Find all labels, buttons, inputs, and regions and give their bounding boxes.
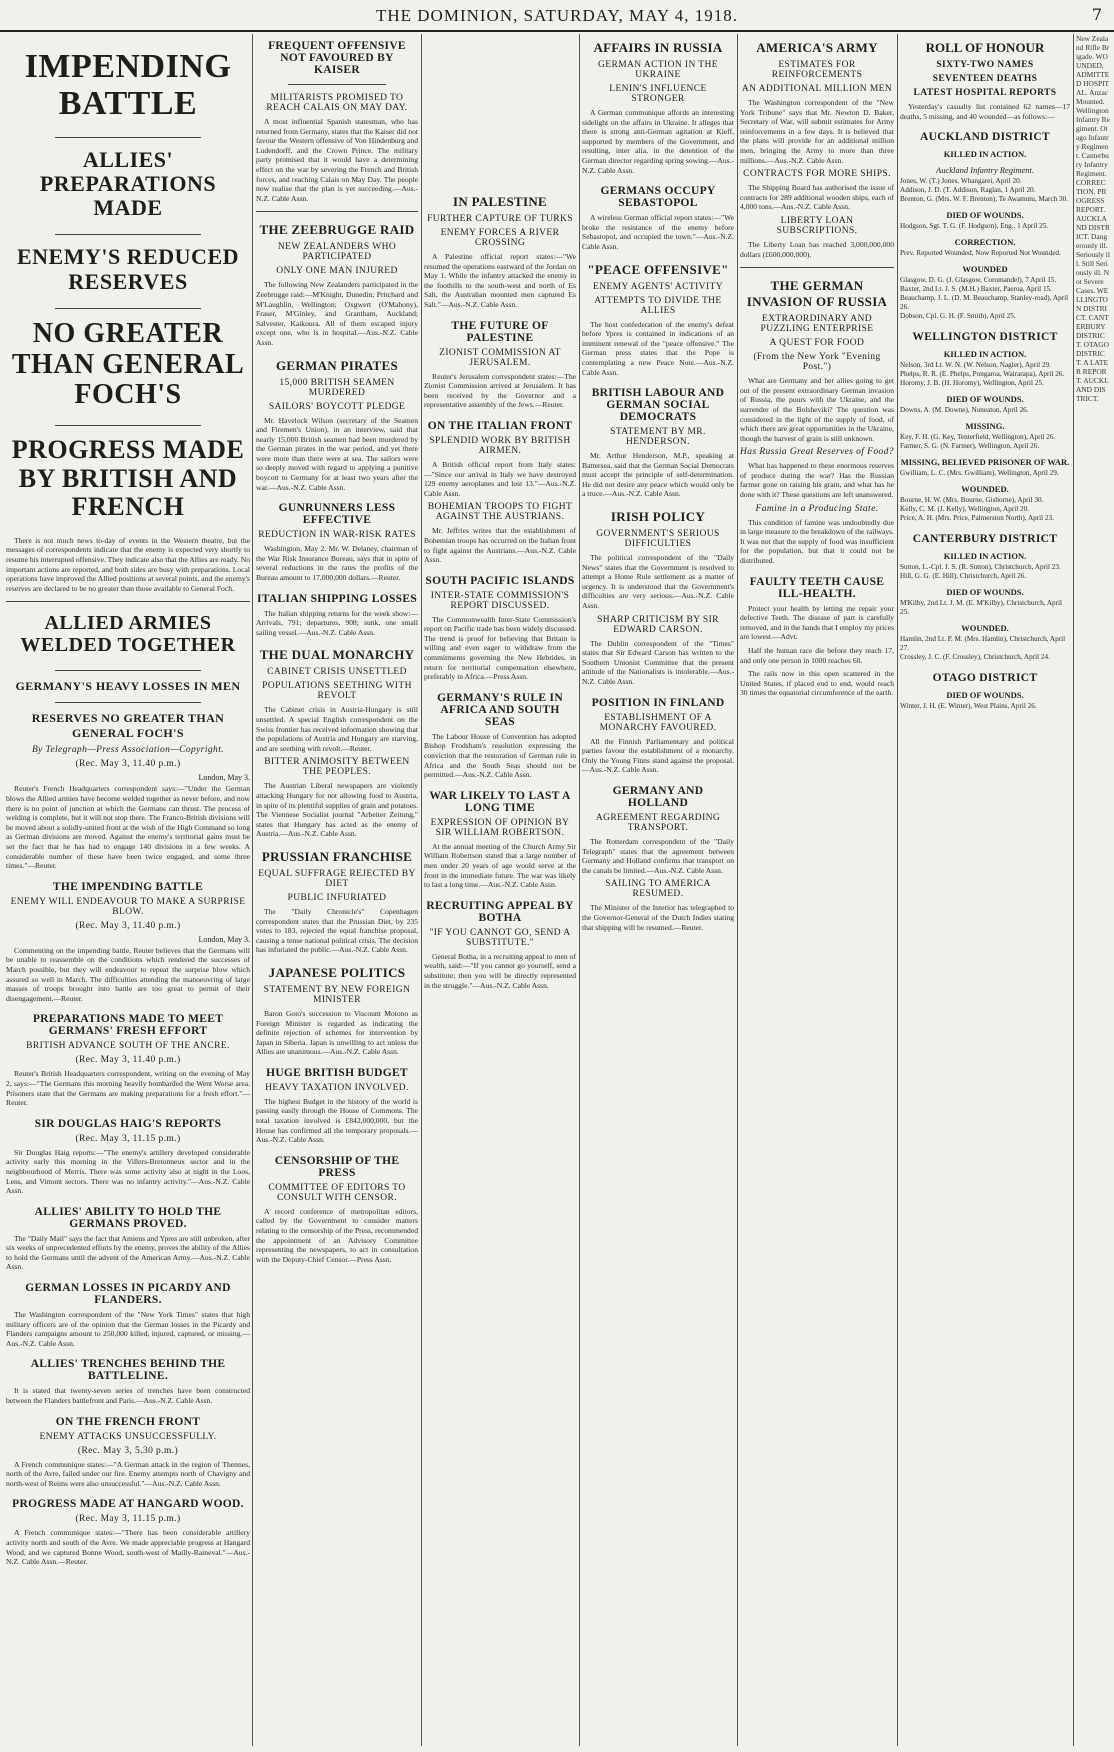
casualty-entry: Key, F. H. (G. Key, Tenterfield, Wellington), April 26. [900, 433, 1056, 442]
casualty-entry: Bourne, H. W. (Mrs. Bourne, Gisborne), April 30. [900, 496, 1044, 505]
article-body: The "Daily Chronicle's" Copenhagen correspondent states that the Prussian Diet, by 235 votes to 183, rejected the equal franchise proposal, causing a tense national political crisis. The decision has infuriated the public.—Aus.-N.Z. Cable Assn. [256, 906, 418, 955]
section-subheading: INTER-STATE COMMISSION'S REPORT DISCUSSED. [430, 590, 570, 611]
intro-text: There is not much news to-day of events in the Western theatre, but the messages of correspondents indicate that the enemy is expected very shortly to resume his interrupted offensive. They indicate also that the Allies are ready. No important actions are reported, and both sides are busy with preparations. Local operations have improved the Allied positions at several points, and the enemy's reserves are declared to be no greater than those available to General Foch. [6, 535, 250, 593]
article-body: Mr. Arthur Henderson, M.P., speaking at Battersea, said that the German Social Democrats must accept the principle of self-determination. He did not desire any peace which would only be a truce.—Aus.-N.Z. Cable Assn. [582, 451, 734, 499]
article-body: The following New Zealanders participated in the Zeebrugge raid:—M'Knight, Dunedin; Pritchard and M'Laughlin, Wellington; Oxgwert (O'Mahony), Fraser, M'Ginley, and Grantham, Auckland; Salvester, Kaikoura. All of them escaped injury except one, who is in hospital.—Aus.-N.Z. Cable Assn. [256, 280, 418, 347]
received-time: (Rec. May 3, 11.40 p.m.) [75, 759, 181, 770]
section-subheading: ESTABLISHMENT OF A MONARCHY FAVOURED. [599, 712, 717, 733]
section-subheading: BOHEMIAN TROOPS TO FIGHT AGAINST THE AUSTRIANS. [427, 502, 573, 523]
received-time: (Rec. May 3, 11.15 p.m.) [75, 1133, 181, 1144]
casualty-entry: Farmer, S. G. (N. Farmer), Wellington, April 26. [900, 442, 1040, 451]
section-heading: HUGE BRITISH BUDGET [266, 1066, 408, 1079]
casualty-entry: Gwilliam, L. C. (Mrs. Gwilliam), Wellington, April 29. [900, 469, 1059, 478]
section-heading: JAPANESE POLITICS [268, 964, 406, 980]
column-5 [740, 34, 894, 1746]
casualty-entry: M'Kilby, 2nd Lt. J. M. (E. M'Kilby), Christchurch, April 25. [900, 599, 1063, 617]
dateline: London, May 3. [198, 934, 250, 944]
section-subheading: LENIN'S INFLUENCE STRONGER [609, 84, 707, 104]
casualty-entry: Glasgow, D. G. (J. Glasgow, Coromandel), 7 April 15. [900, 276, 1057, 285]
column-3 [424, 34, 576, 1746]
article-body: A most influential Spanish statesman, who has returned from Germany, states that the Kaiser did not favour the Western offensive of Von Hindenburg and Ludendorff, and the Crown Prince. The military party promised that it would have a determining effect on the war by severing the French and British forces, and reaching Calais on May Day. The people now realise that the plan is yet succeeding.—Aus.-N.Z. Cable Assn. [256, 117, 418, 203]
article-body: The Washington correspondent of the "New York Tribune" says that Mr. Newton D. Baker, Secretary of War, will submit estimates for Army reinforcements in a few days. It is believed that the plans will provide for an additional million men, bringing the Army to more than three millions.—Aus.-N.Z. Cable Assn. [740, 98, 894, 165]
section-heading: SOUTH PACIFIC ISLANDS [425, 574, 575, 587]
article-body: Washington, May 2. Mr. W. Delaney, chairman of the War Risk Insurance Bureau, says that in spite of several reductions in the rates the profits of the Bureau amount to 17,000,000 dollars.—Reuter. [256, 544, 418, 583]
casualty-entry: Kelly, C. M. (J. Kelly), Wellington, April 20. [900, 505, 1029, 514]
section-subheading: Famine in a Producing State. [755, 503, 879, 514]
column-rule [421, 34, 422, 1746]
section-heading: ALLIES' ABILITY TO HOLD THE GERMANS PROVED. [34, 1205, 222, 1230]
section-subheading: POPULATIONS SEETHING WITH REVOLT [262, 681, 412, 702]
district-heading: OTAGO DISTRICT [932, 672, 1038, 685]
section-heading: IN PALESTINE [452, 194, 548, 209]
advertisement-heading: FAULTY TEETH CAUSE ILL-HEALTH. [749, 575, 885, 600]
masthead [0, 0, 1114, 32]
section-subheading: ENEMY FORCES A RIVER CROSSING [440, 228, 560, 248]
district-heading: CANTERBURY DISTRICT [912, 533, 1058, 546]
article-body: Sir Douglas Haig reports:—"The enemy's artillery developed considerable activity early this morning in the Villers-Bretonneux sector and in the neighbourhood of Merris. There was some activity also at night in the Loos, Lens, and Vimont sectors. There was no infantry activity."—Aus.-N.Z. Cable Assn. [6, 1147, 250, 1196]
filler-note: The rails now in this open scattered in the United States, if placed end to end, would reach 30 times the equatorial circumference of the earth. [740, 669, 894, 698]
casualty-entry: Price, A. H. (Mrs. Price, Palmerston North), April 23. [900, 514, 1054, 523]
casualty-entry: Hodgson, Sgt. T. G. (F. Hodgson), Eng., 1 April 25. [900, 222, 1049, 231]
category-heading: WOUNDED. [961, 484, 1009, 495]
column-7-cut-off [1076, 34, 1110, 1746]
received-time: (Rec. May 3, 11.15 p.m.) [75, 1514, 181, 1525]
section-subheading: COMMITTEE OF EDITORS TO CONSULT WITH CENSOR. [268, 1182, 406, 1203]
section-heading: POSITION IN FINLAND [591, 696, 725, 709]
section-subheading: ENEMY ATTACKS UNSUCCESSFULLY. [39, 1431, 217, 1442]
article-body: What are Germany and her allies going to get out of the present extraordinary German invasion of Russia, the pours with the Ukraine, and the surrender of the Bolsheviki? The question was considered in the light of the supply of food, of which there are great opportunities in the Ukraine, though the harvest of grain is still unknown. [740, 376, 894, 443]
column-4 [582, 34, 734, 1746]
section-heading: THE GERMAN INVASION OF RUSSIA [746, 278, 888, 310]
section-subheading: CABINET CRISIS UNSETTLED [267, 667, 407, 678]
headline-2: ALLIES' PREPARATIONS MADE [39, 146, 217, 221]
section-heading: PRUSSIAN FRANCHISE [261, 848, 413, 864]
section-subheading: NEW ZEALANDERS WHO PARTICIPATED [277, 242, 397, 263]
section-subheading: ESTIMATES FOR REINFORCEMENTS [771, 60, 863, 80]
section-heading: ALLIES' TRENCHES BEHIND THE BATTLELINE. [30, 1358, 226, 1383]
section-subheading: ONLY ONE MAN INJURED [276, 266, 398, 277]
section-heading: GERMANY'S RULE IN AFRICA AND SOUTH SEAS [437, 691, 563, 728]
category-heading: DIED OF WOUNDS. [946, 690, 1024, 701]
casualty-entry: Addison, J. D. (T. Addison, Raglan, 1 April 20. [900, 186, 1036, 195]
article-body: The Commonwealth Inter-State Commission's report on Pacific trade has been widely discussed. The trend is proof for believing that Britain is willing and even eager to withdraw from the commitments governing the New Hebrides, in return for territorial compensation elsewhere, preferably in Africa.—Press Assn. [424, 614, 576, 682]
filler-note: Half the human race die before they reach 17, and only one person in 1000 reaches 60. [740, 646, 894, 665]
column-rule [579, 34, 580, 1746]
dateline: London, May 3. [198, 773, 250, 783]
casualty-entry: Beauchamp, J. L. (D. M. Beauchamp, Stanley-road), April 26. [900, 294, 1069, 312]
section-heading: THE DUAL MONARCHY [259, 647, 415, 663]
column-rule [737, 34, 738, 1746]
article-body: What has happened to these enormous reserves of produce during the war? Has the Russian farmer gone on raising his grain, and what has he done with it? These questions are left unanswered. [740, 461, 894, 500]
article-body: A wireless German official report states:—"We broke the resistance of the enemy before Sebastopol, and occupied the town."—Aus.-N.Z. Cable Assn. [582, 213, 734, 251]
section-subheading: SHARP CRITICISM BY SIR EDWARD CARSON. [597, 614, 719, 635]
category-heading: DIED OF WOUNDS. [946, 394, 1024, 405]
category-heading: WOUNDED. [961, 623, 1009, 634]
casualty-entry: Horomy, J. B. (H. Horomy), Wellington, April 25. [900, 379, 1044, 388]
section-heading: PREPARATIONS MADE TO MEET GERMANS' FRESH EFFORT [32, 1013, 224, 1038]
section-heading: CENSORSHIP OF THE PRESS [274, 1154, 400, 1179]
section-subheading: Has Russia Great Reserves of Food? [740, 447, 894, 458]
article-body: The Shipping Board has authorised the issue of contracts for 289 additional wooden ships, each of 4,000 tons.—Aus.-N.Z. Cable Assn. [740, 183, 894, 212]
cut-off-text: New Zealand Rifle Brigade. WOUNDED, ADMITTED HOSPITAL. Anzac Mounted. Wellington Infantry Regiment. Otago Infantry Regiment. Canterbury Infantry Regiment. CORRECTION. PROGRESS REPORT. AUCKLAND DISTRICT. Dangerously ill. Seriously ill. Still Seriously ill. Not Severe Cases. WELLINGTON DISTRICT. CANTERBURY DISTRICT. OTAGO DISTRICT. A LATER REPORT. AUCKLAND DISTRICT. [1076, 34, 1110, 403]
article-body: A record conference of metropolitan editors, called by the Government to consider matters relating to the censorship of the Press, recommended the appointment of an Advisory Committee representing the newspapers, to act in consultation with the Deputy-Chief Censor.—Press Assn. [256, 1206, 418, 1264]
article-body: Reuter's French Headquarters correspondent says:—"Under the German blows the Allied armies have become welded together as never before, and now there is no point of junction at which the Germans can thrust. The process of welding is complete, but it will not stop there. The Franco-British divisions will be moved about a solidly-united front at the wish of the High Command so long as German divisions are moved. Against the enemy's territorial gains must be set the fact that he has had to engage 140 divisions in a few weeks. A considerable number of these have been twice engaged, and some three times."—Reuter. [6, 784, 250, 871]
section-heading: ON THE FRENCH FRONT [55, 1415, 201, 1428]
article-body: The political correspondent of the "Daily News" states that the Government is resolved to attempt a Home Rule settlement as a matter of urgency. It is understood that the Government's difficulties are very serious.—Aus.-N.Z. Cable Assn. [582, 553, 734, 611]
category-heading: KILLED IN ACTION. [943, 551, 1027, 562]
section-heading: AMERICA'S ARMY [756, 40, 878, 55]
section-subheading: LIBERTY LOAN SUBSCRIPTIONS. [776, 215, 858, 236]
article-body: All the Finnish Parliamentary and political parties favour the establishment of a monarchy. Only the Young Finns stand against the proposal.—Aus.-N.Z. Cable Assn. [582, 736, 734, 775]
article-body: The Cabinet crisis in Austria-Hungary is still unsettled. A special English correspondent on the Swiss frontier has received information showing that the populations of Austria and Hungary are starving, and are seething with revolt.—Reuter. [256, 705, 418, 753]
section-heading: GUNRUNNERS LESS EFFECTIVE [278, 502, 396, 527]
roll-subheading: SIXTY-TWO NAMES [936, 60, 1034, 70]
article-body: Mr. Havelock Wilson (secretary of the Seamen and Firemen's Union), in an interview, said that nearly 15,000 British seamen had been murdered by the German pirates in the war period, and yet there were more than there were at sea. The sailors were so deeply moved with regard to applying a punitive boycott to Germany for at least two years after the war.—Aus.-N.Z. Cable Assn. [256, 415, 418, 492]
district-heading: AUCKLAND DISTRICT [919, 131, 1051, 144]
received-time: (Rec. May 3, 11.40 p.m.) [75, 920, 181, 931]
received-time: (Rec. May 3, 11.40 p.m.) [75, 1055, 181, 1066]
column-6-roll-of-honour [900, 34, 1070, 1746]
section-subheading: ENEMY WILL ENDEAVOUR TO MAKE A SURPRISE BLOW. [10, 896, 246, 917]
byline: By Telegraph—Press Association—Copyright. [31, 745, 225, 756]
section-heading: IRISH POLICY [610, 509, 706, 525]
column-2 [256, 34, 418, 1746]
section-subheading: EXTRAORDINARY AND PUZZLING ENTERPRISE [760, 314, 874, 335]
section-heading: GERMAN LOSSES IN PICARDY AND FLANDERS. [25, 1282, 231, 1307]
article-body: A British official report from Italy states:—"Since our arrival in Italy we have destroyed 129 enemy aeroplanes and lost 13."—Aus.-N.Z. Cable Assn. [424, 459, 576, 498]
section-subheading: EXPRESSION OF OPINION BY SIR WILLIAM ROBERTSON. [430, 817, 570, 838]
category-heading: KILLED IN ACTION. [943, 149, 1027, 160]
category-heading: MISSING, BELIEVED PRISONER OF WAR. [900, 457, 1070, 468]
section-subheading: PUBLIC INFURIATED [287, 892, 387, 903]
headline-3: ENEMY'S REDUCED RESERVES [16, 244, 240, 294]
section-heading: SIR DOUGLAS HAIG'S REPORTS [34, 1117, 222, 1130]
section-subheading: CONTRACTS FOR MORE SHIPS. [743, 169, 891, 180]
column-rule [1073, 34, 1074, 1746]
headline-5: PROGRESS MADE BY BRITISH AND FRENCH [11, 435, 245, 522]
casualty-entry: Brenton, G. (Mrs. W. F. Brenton), Te Awamutu, March 30. [900, 195, 1069, 204]
section-subheading: STATEMENT BY MR. HENDERSON. [610, 427, 706, 448]
article-body: A Palestine official report states:—"We resumed the operations eastward of the Jordan on May 1. While the infantry attacked the enemy in the foothills to the south-west and north of Es Salt, the Australian mounted men captured Es Salt."—Aus.-N.Z. Cable Assn. [424, 252, 576, 309]
section-subheadline: RESERVES NO GREATER THAN GENERAL FOCH'S [31, 711, 225, 741]
casualty-entry: Jones, W. (T.) Jones, Whangarei, April 20. [900, 177, 1022, 186]
casualty-entry: Downs, A. (M. Downe), Nuneaton, April 26. [900, 406, 1029, 415]
article-body: Reuter's British Headquarters correspondent, writing on the evening of May 2, says:—"The Germans this morning heavily bombarded the Went Worse area. Prisoners state that the Germans are making preparations for a fresh effort."—Reuter. [6, 1069, 250, 1108]
section-heading: PROGRESS MADE AT HANGARD WOOD. [12, 1498, 244, 1511]
section-subheading: A QUEST FOR FOOD [769, 338, 865, 349]
section-heading: FREQUENT OFFENSIVE NOT FAVOURED BY KAISER [268, 40, 406, 76]
article-body: The highest Budget in the history of the world is passing easily through the House of Commons. The total taxation involved is £842,000,000, but the House has confirmed all the temporary proposals.—Aus.-N.Z. Cable Assn. [256, 1096, 418, 1145]
article-body: Reuter's Jerusalem correspondent states:—The Zionist Commission arrived at Jerusalem. It has been received by the Governor and a representative assembly of the Jews.—Reuter. [424, 371, 576, 410]
roll-of-honour-heading: ROLL OF HONOUR [925, 40, 1045, 55]
section-subheading: ZIONIST COMMISSION AT JERUSALEM. [439, 347, 561, 368]
section-heading: WAR LIKELY TO LAST A LONG TIME [429, 789, 571, 814]
page-number: 7 [1091, 5, 1102, 24]
category-heading: DIED OF WOUNDS. [946, 210, 1024, 221]
article-body: A French communique states:—"A German attack in the region of Thennes, north of the Avre, failed under our fire. Enemy attempts north of Chavigny and north-west of Reims were also unsuccessful."—Aus.-N.Z. Cable Assn. [6, 1459, 250, 1488]
section-subheading: MILITARISTS PROMISED TO REACH CALAIS ON MAY DAY. [266, 93, 408, 113]
article-body: A French communique states:—"There has been considerable artillery activity north and south of the Avre. We made appreciable progress at Hangard Wood, and we captured Bonne Wood, south-west of Mailly-Raineval."—Aus.-N.Z. Cable Assn.—Reuter. [6, 1528, 250, 1567]
article-body: The Austrian Liberal newspapers are violently attacking Hungary for not allowing food to Austria, in spite of its plentiful supplies of grain and potatoes. The Viennese Socialist journal "Arbeiter Zeitung," states that Hungary has acted as the enemy of Austria.—Aus.-N.Z. Cable Assn. [256, 781, 418, 839]
article-body: At the annual meeting of the Church Army Sir William Robertson stated that a large number of men under 20 years of age would serve at the front in the immediate future. The war was likely to last a long time.—Aus.-N.Z. Cable Assn. [424, 841, 576, 890]
section-heading: GERMANS OCCUPY SEBASTOPOL [600, 185, 716, 210]
casualty-entry: Sutton, L.-Cpl. J. S. (R. Sutton), Christchurch, April 23. [900, 563, 1061, 572]
section-subheading: STATEMENT BY NEW FOREIGN MINISTER [263, 984, 411, 1005]
section-subheading: ATTEMPTS TO DIVIDE THE ALLIES [594, 295, 722, 316]
section-subheading: SPLENDID WORK BY BRITISH AIRMEN. [429, 435, 571, 456]
section-subheading: AGREEMENT REGARDING TRANSPORT. [595, 812, 721, 833]
column-1 [6, 34, 250, 1746]
section-subheading: ENEMY AGENTS' ACTIVITY [593, 281, 723, 292]
article-body: A German communique affords an interesting sidelight on the affairs in Ukraine. It alleges that there is strong anti-German agitation at Kieff, supported by members of the Government, and resulting, inter alia, in the detention of the German director regarding spring sowing.—Aus.-N.Z. Cable Assn. [582, 108, 734, 175]
section-subheading: HEAVY TAXATION INVOLVED. [265, 1082, 409, 1093]
article-body: The Washington correspondent of the "New York Times" states that high military officers are of the opinion that the German losses in the Picardy and Flanders campaigns amount to 250,000 killed, injured, captured, or missing.—Aus.-N.Z. Cable Assn. [6, 1310, 250, 1348]
category-heading: KILLED IN ACTION. [943, 349, 1027, 360]
newspaper-title: THE DOMINION, SATURDAY, MAY 4, 1918. [375, 6, 739, 25]
section-subheading: SAILORS' BOYCOTT PLEDGE [268, 401, 406, 412]
section-heading: GERMANY AND HOLLAND [612, 784, 704, 809]
section-heading: BRITISH LABOUR AND GERMAN SOCIAL DEMOCRATS [591, 387, 725, 424]
roll-subheading: LATEST HOSPITAL REPORTS [913, 88, 1057, 98]
section-heading: RECRUITING APPEAL BY BOTHA [426, 899, 574, 924]
unit-heading: Auckland Infantry Regiment. [936, 165, 1034, 176]
section-subheading: 15,000 BRITISH SEAMEN MURDERED [279, 377, 395, 398]
section-subheading: GOVERNMENT'S SERIOUS DIFFICULTIES [596, 529, 720, 550]
article-body: The host confederation of the enemy's defeat before Ypres is contained in indications of an imminent renewal of the "peace offensive." The German press states that the Pope is contemplating a new Peace Note.—Aus.-N.Z. Cable Assn. [582, 319, 734, 377]
article-body: Commenting on the impending battle, Reuter believes that the Germans will be unable to reassemble on the conditions which rendered the successes of March possible, but they will endeavour to repeat the surprise blow which assured so well in March. The difficulties attending the manoeuvring of large masses of troops brought into battle are too great to permit of their disengagement.—Reuter. [6, 945, 250, 1003]
section-subheadline: GERMANY'S HEAVY LOSSES IN MEN [15, 679, 241, 694]
section-subheading: BITTER ANIMOSITY BETWEEN THE PEOPLES. [264, 757, 410, 778]
roll-subheading: SEVENTEEN DEATHS [932, 74, 1038, 84]
section-subheading: FURTHER CAPTURE OF TURKS [427, 214, 573, 224]
headline-4: NO GREATER THAN GENERAL FOCH'S [11, 317, 245, 411]
section-subheading: SAILING TO AMERICA RESUMED. [605, 879, 711, 900]
section-subheading: BRITISH ADVANCE SOUTH OF THE ANCRE. [26, 1041, 230, 1052]
article-body: Mr. Jeffries writes that the establishment of Bohemian troops has occurred on the Italian front to fight against the Austrians.—Aus.-N.Z. Cable Assn. [424, 526, 576, 565]
section-subheading: GERMAN ACTION IN THE UKRAINE [598, 60, 718, 80]
section-subheading: REDUCTION IN WAR-RISK RATES [258, 530, 416, 541]
section-heading: ITALIAN SHIPPING LOSSES [256, 592, 418, 605]
article-body: General Botha, in a recruiting appeal to men of wealth, said:—"If you cannot go yourself, send a substitute; then you will be directly represented in the struggle."—Aus.-N.Z. Cable Assn. [424, 951, 576, 990]
column-rule [897, 34, 898, 1746]
article-body: The "Daily Mail" says the fact that Amiens and Ypres are still unbroken, after six weeks of unprecedented efforts by the enemy, proves the ability of the Allies to hold the Germans until the advent of the American Army.—Aus.-N.Z. Cable Assn. [6, 1233, 250, 1272]
casualty-entry: Crossley, J. C. (F. Crossley), Christchurch, April 24. [900, 653, 1050, 662]
casualty-entry: Hill, G. G. (E. Hill), Christchurch, April 26. [900, 572, 1027, 581]
article-body: It is stated that twenty-seven series of trenches have been constructed between the Flanders battlefront and Paris.—Aus.-N.Z. Cable Assn. [6, 1386, 250, 1406]
section-heading: ON THE ITALIAN FRONT [427, 419, 573, 432]
article-body: This condition of famine was undoubtedly due in large measure to the breakdown of the railways. It was not that the supply of food was insufficient for the population, but that it could not be distributed. [740, 517, 894, 566]
advertisement-body: Protect your health by letting me repair your defective Teeth. The disease of part is carefully removed, and in the hands that I employ my prices are lowest.—Advt. [740, 603, 894, 642]
category-heading: WOUNDED [962, 264, 1008, 275]
received-time: (Rec. May 3, 5.30 p.m.) [77, 1445, 179, 1456]
category-heading: DIED OF WOUNDS. [946, 587, 1024, 598]
casualty-entry: Baxter, 2nd Lt. J. S. (M.H.) Baxter, Paeroa, April 15. [900, 285, 1052, 294]
casualty-entry: Phelps, R. R. (E. Phelps, Pongaroa, Wairarapa), April 26. [900, 370, 1065, 379]
article-body: Baron Goto's succession to Viscount Motono as Foreign Minister is regarded as indicating the definite rejection of schemes for intervention by Japan in Siberia. Japan is unwilling to act unless the Allies are unanimous.—Aus.-N.Z. Cable Assn. [256, 1008, 418, 1057]
source-note: (From the New York "Evening Post.") [753, 352, 881, 373]
section-headline: ALLIED ARMIES WELDED TOGETHER [20, 612, 236, 657]
casualty-entry: Hamlin, 2nd Lt. P. M. (Mrs. Hamlin), Christchurch, April 27. [900, 635, 1066, 653]
article-body: The Minister of the Interior has telegraphed to the Governor-General of the Dutch Indies stating that shipping will be resumed.—Reuter. [582, 903, 734, 932]
category-heading: CORRECTION. [954, 237, 1016, 248]
casualty-entry: Winter, J. H. (E. Winter), West Plains, April 26. [900, 702, 1037, 711]
column-rule [252, 34, 253, 1746]
category-heading: MISSING. [965, 421, 1005, 432]
section-heading: THE IMPENDING BATTLE [52, 880, 204, 893]
article-body: The Dublin correspondent of the "Times" states that Sir Edward Carson has written to the Southern Unionist Committee that the present attitude of the Nationalists is intolerable.—Aus.-N.Z. Cable Assn. [582, 638, 734, 686]
article-body: The Italian shipping returns for the week show:—Arrivals, 791; departures, 908; sunk, one small sailing vessel.—Aus.-N.Z. Cable Assn. [256, 608, 418, 637]
section-heading: GERMAN PIRATES [275, 357, 399, 373]
section-heading: AFFAIRS IN RUSSIA [593, 40, 723, 55]
section-heading: THE FUTURE OF PALESTINE [451, 319, 549, 344]
headline-main: IMPENDING BATTLE [24, 48, 232, 123]
roll-intro: Yesterday's casualty list contained 62 names—17 deaths, 5 missing, and 40 wounded—as follows:— [900, 102, 1070, 121]
section-subheading: EQUAL SUFFRAGE REJECTED BY DIET [258, 868, 416, 889]
casualty-entry: Dobson, Cpl. G. H. (F. Smith), April 25. [900, 312, 1016, 321]
section-heading: "PEACE OFFENSIVE" [587, 261, 729, 277]
district-heading: WELLINGTON DISTRICT [912, 331, 1058, 344]
article-body: The Rotterdam correspondent of the "Daily Telegraph" states that the agreement between Germany and Holland confirms that transport on the canals be limited.—Aus.-N.Z. Cable Assn. [582, 836, 734, 875]
casualty-entry: Prev. Reported Wounded, Now Reported Not Wounded. [900, 249, 1061, 258]
casualty-entry: Nelson, 3rd Lt. W. N. (W. Nelson, Nagler), April 29. [900, 361, 1051, 370]
article-body: The Liberty Loan has reached 3,000,000,000 dollars (£600,000,000). [740, 239, 894, 259]
article-body: The Labour House of Convention has adopted Bishop Frodsham's resolution expressing the conviction that the restoration of German rule in Africa and the South Seas should not be permitted.—Aus.-N.Z. Cable Assn. [424, 731, 576, 780]
section-subheading: "IF YOU CANNOT GO, SEND A SUBSTITUTE." [429, 927, 571, 948]
section-heading: THE ZEEBRUGGE RAID [259, 222, 415, 238]
section-subheading: AN ADDITIONAL MILLION MEN [741, 84, 893, 94]
